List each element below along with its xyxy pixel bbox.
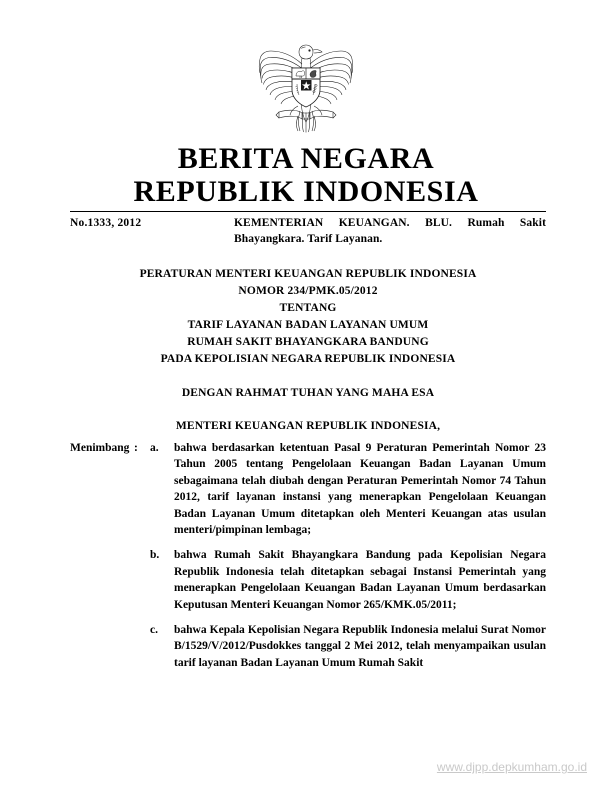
consideration-marker: b.	[150, 549, 160, 562]
gazette-meta-row	[70, 216, 546, 247]
gazette-subject: KEMENTERIAN KEUANGAN. BLU. Rumah Sakit Bhayangkara. Tarif Layanan.	[234, 217, 546, 245]
considerations-colon: :	[134, 442, 138, 454]
regulation-number: NOMOR 234/PMK.05/2012	[238, 285, 378, 297]
considerations-section	[70, 440, 546, 671]
consideration-marker: c.	[150, 624, 158, 637]
invocation-line: DENGAN RAHMAT TUHAN YANG MAHA ESA	[181, 387, 435, 399]
consideration-text: bahwa Kepala Kepolisian Negara Republik Indonesia melalui Surat Nomor B/1529/V/2012/Pusdokkes tanggal 2 Mei 2012, telah menyampaikan usulan tarif layanan Badan Layanan Umum Rumah Sakit	[174, 624, 546, 669]
issuing-authority-line: MENTERI KEUANGAN REPUBLIK INDONESIA,	[175, 420, 441, 432]
masthead-divider	[70, 211, 546, 212]
masthead	[0, 142, 612, 208]
regulation-heading: PERATURAN MENTERI KEUANGAN REPUBLIK INDONESIA	[139, 268, 477, 280]
masthead-line-2: REPUBLIK INDONESIA	[133, 175, 479, 208]
consideration-item	[70, 547, 546, 613]
consideration-marker: a.	[150, 442, 159, 454]
consideration-text: bahwa berdasarkan ketentuan Pasal 9 Peraturan Pemerintah Nomor 23 Tahun 2005 tentang Pengelolaan Keuangan Badan Layanan Umum sebagaimana telah diubah dengan Peraturan Pemerintah Nomor 74 Tahun 2012, tarif layanan instansi yang menerapkan Pengelolaan Keuangan Badan Layanan Umum ditetapkan oleh Menteri Keuangan atas usulan menteri/pimpinan lembaga;	[174, 442, 546, 537]
consideration-text: bahwa Rumah Sakit Bhayangkara Bandung pada Kepolisian Negara Republik Indonesia telah ditetapkan sebagai Instansi Pemerintah yang menerapkan Pengelolaan Keuangan Badan Layanan Umum berdasarkan Keputusan Menteri Keuangan Nomor 265/KMK.05/2011;	[174, 549, 546, 611]
masthead-line-1: BERITA NEGARA	[177, 142, 435, 175]
footer-watermark	[0, 760, 612, 774]
gazette-number: No.1333, 2012	[70, 217, 142, 229]
consideration-item	[70, 440, 546, 538]
footer-watermark-url: www.djpp.depkumham.go.id	[436, 760, 587, 774]
considerations-label: Menimbang	[70, 442, 130, 454]
regulation-subject-line-1: TARIF LAYANAN BADAN LAYANAN UMUM	[187, 319, 429, 331]
garuda-pancasila-emblem	[254, 36, 358, 136]
regulation-tentang-label: TENTANG	[279, 302, 337, 314]
regulation-subject-line-3: PADA KEPOLISIAN NEGARA REPUBLIK INDONESIA	[160, 353, 456, 365]
regulation-subject-line-2: RUMAH SAKIT BHAYANGKARA BANDUNG	[187, 336, 429, 348]
consideration-item	[70, 622, 546, 671]
emblem-container	[0, 36, 612, 136]
regulation-title-block	[70, 266, 546, 435]
